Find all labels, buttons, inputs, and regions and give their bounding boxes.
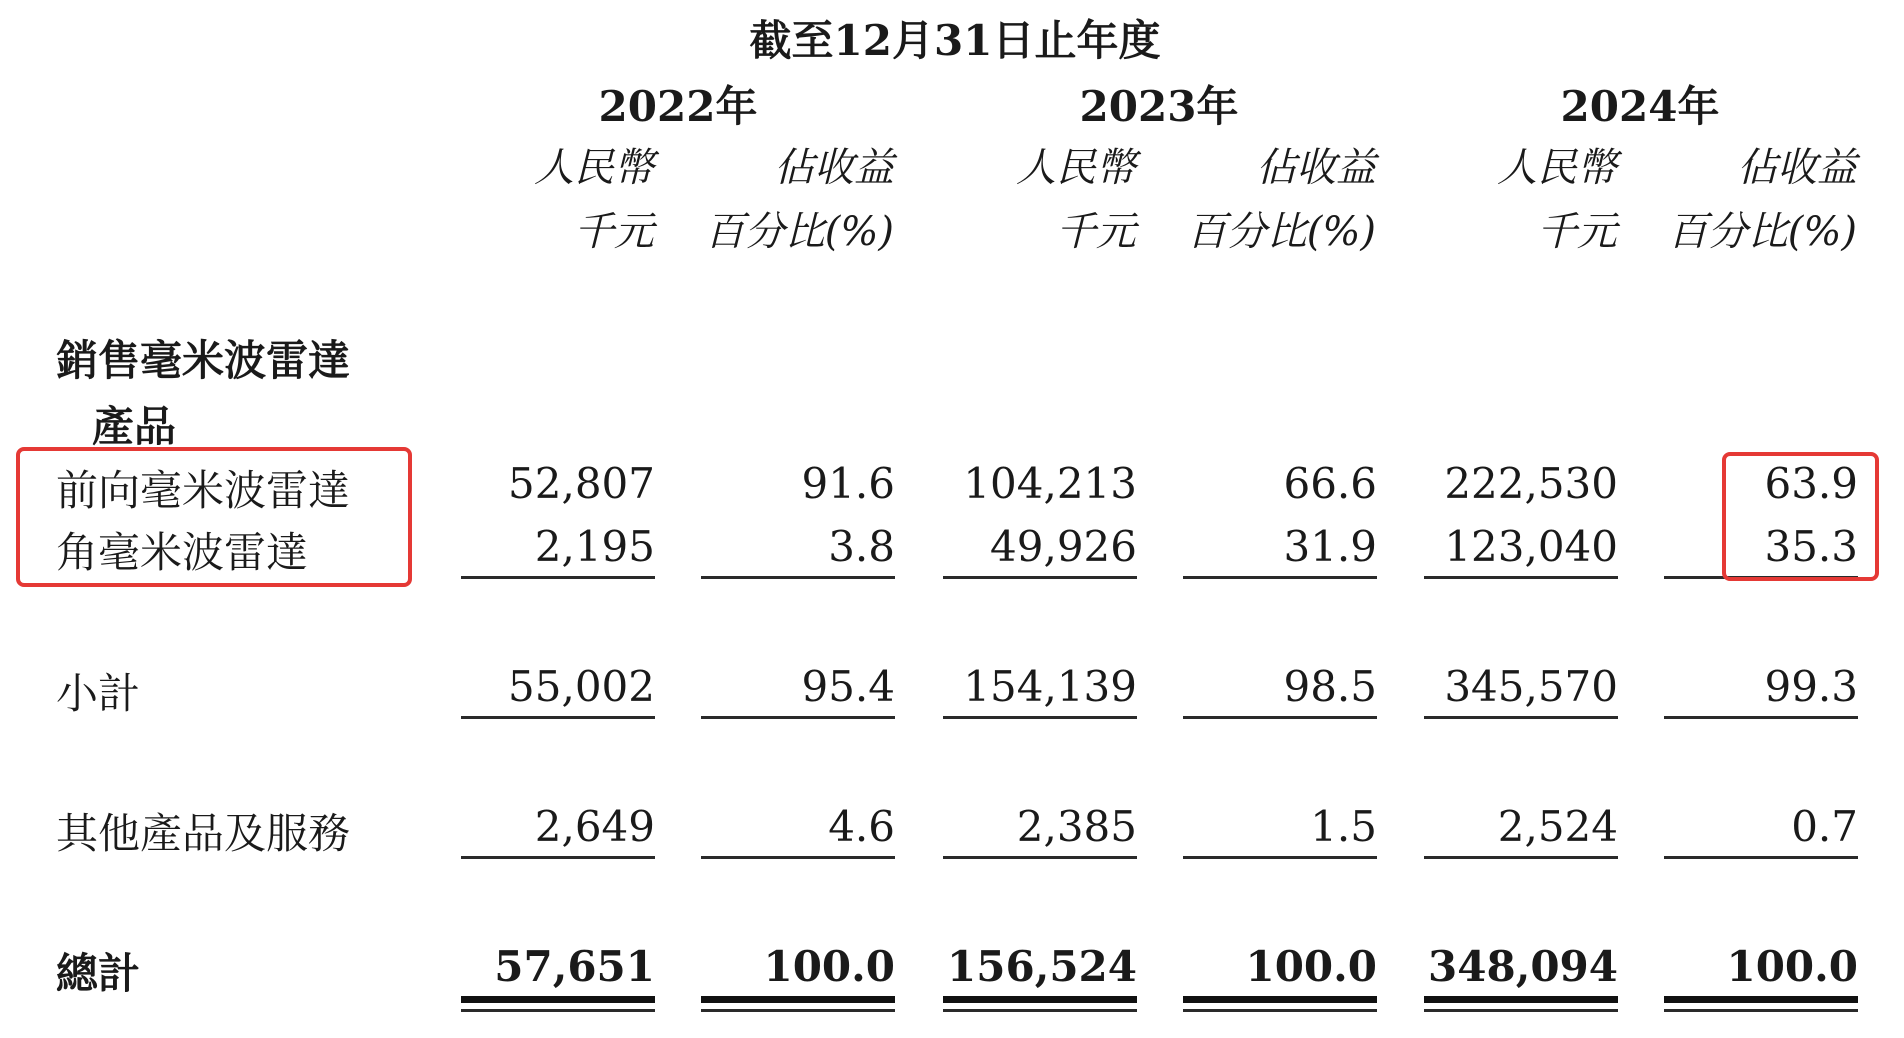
highlight-box-labels bbox=[16, 447, 412, 587]
double-underline bbox=[943, 1009, 1137, 1012]
underline bbox=[461, 716, 655, 719]
year-2024: 2024年 bbox=[1560, 82, 1720, 131]
period-title: 截至12月31日止年度 bbox=[749, 16, 1161, 65]
underline bbox=[701, 856, 895, 859]
cell: 123,040 bbox=[1444, 522, 1618, 571]
cell: 66.6 bbox=[1283, 459, 1377, 508]
unit-pct-2023-line1: 佔收益 bbox=[1256, 145, 1376, 191]
underline bbox=[461, 576, 655, 579]
cell: 3.8 bbox=[828, 522, 895, 571]
highlight-box-2024-pct bbox=[1722, 452, 1879, 581]
cell: 345,570 bbox=[1444, 662, 1618, 711]
underline bbox=[1664, 716, 1858, 719]
cell-total: 100.0 bbox=[763, 942, 895, 991]
cell: 31.9 bbox=[1283, 522, 1377, 571]
unit-amount-2022-line1: 人民幣 bbox=[534, 145, 654, 191]
unit-amount-2023-line1: 人民幣 bbox=[1016, 145, 1136, 191]
cell: 55,002 bbox=[508, 662, 655, 711]
double-underline bbox=[461, 1009, 655, 1012]
cell: 0.7 bbox=[1791, 802, 1858, 851]
underline bbox=[1183, 716, 1377, 719]
underline bbox=[701, 716, 895, 719]
underline bbox=[943, 856, 1137, 859]
cell-total: 156,524 bbox=[947, 942, 1137, 991]
cell: 2,649 bbox=[534, 802, 655, 851]
double-underline bbox=[1664, 996, 1858, 1003]
cell: 49,926 bbox=[990, 522, 1137, 571]
cell: 99.3 bbox=[1764, 662, 1858, 711]
cell: 2,195 bbox=[534, 522, 655, 571]
underline bbox=[943, 716, 1137, 719]
underline bbox=[1183, 856, 1377, 859]
underline bbox=[461, 856, 655, 859]
double-underline bbox=[1183, 1009, 1377, 1012]
double-underline bbox=[461, 996, 655, 1003]
year-2022: 2022年 bbox=[598, 82, 758, 131]
cell: 222,530 bbox=[1444, 459, 1618, 508]
section-title-cont: 產品 bbox=[92, 402, 177, 451]
cell-total: 57,651 bbox=[494, 942, 655, 991]
cell: 104,213 bbox=[963, 459, 1137, 508]
year-2023: 2023年 bbox=[1079, 82, 1239, 131]
cell-total: 100.0 bbox=[1245, 942, 1377, 991]
cell: 1.5 bbox=[1310, 802, 1377, 851]
underline bbox=[701, 576, 895, 579]
unit-pct-2022-line1: 佔收益 bbox=[774, 145, 894, 191]
unit-amount-2024-line2: 千元 bbox=[1537, 209, 1617, 255]
cell: 95.4 bbox=[801, 662, 895, 711]
row-label-front-radar: 前向毫米波雷達 bbox=[56, 466, 351, 515]
underline bbox=[943, 576, 1137, 579]
underline bbox=[1664, 856, 1858, 859]
unit-amount-2022-line2: 千元 bbox=[574, 209, 654, 255]
double-underline bbox=[1183, 996, 1377, 1003]
double-underline bbox=[1424, 1009, 1618, 1012]
double-underline bbox=[943, 996, 1137, 1003]
double-underline bbox=[701, 996, 895, 1003]
cell: 91.6 bbox=[801, 459, 895, 508]
cell-total: 100.0 bbox=[1726, 942, 1858, 991]
double-underline bbox=[1664, 1009, 1858, 1012]
cell-total: 348,094 bbox=[1428, 942, 1618, 991]
section-title: 銷售毫米波雷達 bbox=[56, 336, 351, 385]
cell: 154,139 bbox=[963, 662, 1137, 711]
cell: 4.6 bbox=[828, 802, 895, 851]
underline bbox=[1424, 856, 1618, 859]
row-label-corner-radar: 角毫米波雷達 bbox=[56, 528, 309, 577]
cell: 63.9 bbox=[1764, 459, 1858, 508]
row-label-subtotal: 小計 bbox=[56, 669, 141, 718]
unit-pct-2024-line1: 佔收益 bbox=[1737, 145, 1857, 191]
unit-amount-2024-line1: 人民幣 bbox=[1497, 145, 1617, 191]
unit-pct-2022-line2: 百分比(%) bbox=[704, 209, 894, 255]
row-label-other: 其他產品及服務 bbox=[56, 809, 351, 858]
cell: 2,524 bbox=[1497, 802, 1618, 851]
unit-pct-2023-line2: 百分比(%) bbox=[1186, 209, 1376, 255]
cell: 2,385 bbox=[1016, 802, 1137, 851]
underline bbox=[1424, 716, 1618, 719]
cell: 35.3 bbox=[1764, 522, 1858, 571]
underline bbox=[1183, 576, 1377, 579]
unit-amount-2023-line2: 千元 bbox=[1056, 209, 1136, 255]
cell: 52,807 bbox=[508, 459, 655, 508]
double-underline bbox=[1424, 996, 1618, 1003]
underline bbox=[1424, 576, 1618, 579]
double-underline bbox=[701, 1009, 895, 1012]
unit-pct-2024-line2: 百分比(%) bbox=[1667, 209, 1857, 255]
cell: 98.5 bbox=[1283, 662, 1377, 711]
row-label-total: 總計 bbox=[56, 949, 141, 998]
